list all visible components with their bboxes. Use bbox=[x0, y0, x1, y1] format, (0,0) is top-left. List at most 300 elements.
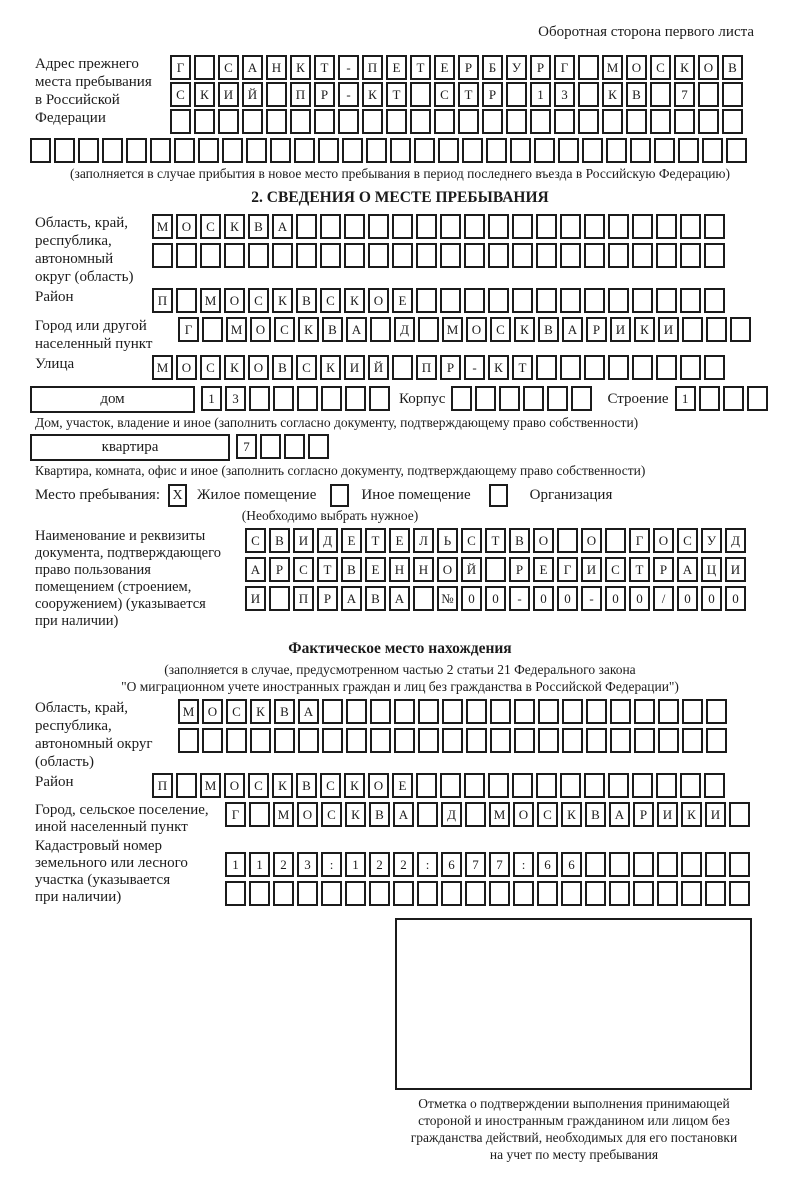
char-cell[interactable] bbox=[414, 138, 435, 163]
char-cell[interactable]: К bbox=[344, 288, 365, 313]
char-cell[interactable] bbox=[682, 317, 703, 342]
char-cell[interactable]: О bbox=[368, 773, 389, 798]
char-cell[interactable] bbox=[512, 773, 533, 798]
char-cell[interactable] bbox=[368, 214, 389, 239]
char-cell[interactable] bbox=[442, 699, 463, 724]
char-cell[interactable] bbox=[392, 214, 413, 239]
char-cell[interactable]: Т bbox=[365, 528, 386, 553]
char-cell[interactable]: 1 bbox=[345, 852, 366, 877]
char-cell[interactable]: С bbox=[650, 55, 671, 80]
char-cell[interactable]: Г bbox=[629, 528, 650, 553]
char-cell[interactable]: 6 bbox=[441, 852, 462, 877]
char-cell[interactable] bbox=[633, 852, 654, 877]
char-cell[interactable] bbox=[418, 728, 439, 753]
char-cell[interactable] bbox=[392, 243, 413, 268]
char-cell[interactable] bbox=[390, 138, 411, 163]
char-cell[interactable] bbox=[585, 881, 606, 906]
char-cell[interactable] bbox=[202, 317, 223, 342]
char-cell[interactable] bbox=[126, 138, 147, 163]
char-cell[interactable]: В bbox=[365, 586, 386, 611]
char-cell[interactable]: Р bbox=[530, 55, 551, 80]
char-cell[interactable]: А bbox=[272, 214, 293, 239]
char-cell[interactable] bbox=[488, 243, 509, 268]
char-cell[interactable] bbox=[297, 881, 318, 906]
char-cell[interactable]: 3 bbox=[297, 852, 318, 877]
char-cell[interactable] bbox=[513, 881, 534, 906]
char-cell[interactable]: К bbox=[250, 699, 271, 724]
char-cell[interactable]: Б bbox=[482, 55, 503, 80]
char-cell[interactable] bbox=[562, 699, 583, 724]
char-cell[interactable]: О bbox=[466, 317, 487, 342]
char-cell[interactable] bbox=[584, 355, 605, 380]
char-cell[interactable]: Л bbox=[413, 528, 434, 553]
char-cell[interactable] bbox=[704, 214, 725, 239]
char-cell[interactable]: С bbox=[170, 82, 191, 107]
place-type-checkbox-zhiloe[interactable]: X bbox=[168, 484, 187, 507]
char-cell[interactable] bbox=[416, 243, 437, 268]
char-cell[interactable] bbox=[706, 699, 727, 724]
char-cell[interactable]: Е bbox=[533, 557, 554, 582]
char-cell[interactable] bbox=[608, 243, 629, 268]
char-cell[interactable] bbox=[465, 881, 486, 906]
char-cell[interactable] bbox=[308, 434, 329, 459]
char-cell[interactable]: 3 bbox=[225, 386, 246, 411]
char-cell[interactable]: И bbox=[725, 557, 746, 582]
char-cell[interactable]: О bbox=[698, 55, 719, 80]
char-cell[interactable]: 1 bbox=[675, 386, 696, 411]
char-cell[interactable]: И bbox=[657, 802, 678, 827]
char-cell[interactable]: Т bbox=[317, 557, 338, 582]
char-cell[interactable] bbox=[440, 288, 461, 313]
char-cell[interactable] bbox=[630, 138, 651, 163]
char-cell[interactable] bbox=[538, 699, 559, 724]
char-cell[interactable]: Е bbox=[434, 55, 455, 80]
char-cell[interactable] bbox=[462, 138, 483, 163]
char-cell[interactable]: О bbox=[626, 55, 647, 80]
char-cell[interactable]: Д bbox=[725, 528, 746, 553]
char-cell[interactable] bbox=[654, 138, 675, 163]
char-cell[interactable] bbox=[632, 355, 653, 380]
char-cell[interactable] bbox=[392, 355, 413, 380]
char-cell[interactable] bbox=[222, 138, 243, 163]
char-cell[interactable]: В bbox=[369, 802, 390, 827]
char-cell[interactable]: И bbox=[344, 355, 365, 380]
char-cell[interactable] bbox=[102, 138, 123, 163]
char-cell[interactable]: К bbox=[194, 82, 215, 107]
char-cell[interactable]: Т bbox=[485, 528, 506, 553]
char-cell[interactable] bbox=[634, 699, 655, 724]
char-cell[interactable]: Т bbox=[512, 355, 533, 380]
char-cell[interactable] bbox=[416, 288, 437, 313]
char-cell[interactable]: О bbox=[250, 317, 271, 342]
char-cell[interactable]: Н bbox=[413, 557, 434, 582]
char-cell[interactable] bbox=[584, 214, 605, 239]
char-cell[interactable] bbox=[680, 214, 701, 239]
char-cell[interactable] bbox=[198, 138, 219, 163]
char-cell[interactable]: Д bbox=[394, 317, 415, 342]
char-cell[interactable]: Й bbox=[242, 82, 263, 107]
char-cell[interactable]: А bbox=[298, 699, 319, 724]
char-cell[interactable] bbox=[560, 214, 581, 239]
char-cell[interactable] bbox=[248, 243, 269, 268]
char-cell[interactable] bbox=[610, 699, 631, 724]
char-cell[interactable] bbox=[249, 802, 270, 827]
char-cell[interactable]: И bbox=[293, 528, 314, 553]
char-cell[interactable]: О bbox=[297, 802, 318, 827]
char-cell[interactable] bbox=[510, 138, 531, 163]
char-cell[interactable]: Д bbox=[317, 528, 338, 553]
char-cell[interactable]: М bbox=[442, 317, 463, 342]
char-cell[interactable] bbox=[536, 288, 557, 313]
char-cell[interactable] bbox=[338, 109, 359, 134]
char-cell[interactable] bbox=[560, 243, 581, 268]
char-cell[interactable] bbox=[704, 243, 725, 268]
char-cell[interactable]: О bbox=[224, 773, 245, 798]
char-cell[interactable] bbox=[681, 852, 702, 877]
char-cell[interactable]: А bbox=[245, 557, 266, 582]
char-cell[interactable] bbox=[610, 728, 631, 753]
char-cell[interactable]: Е bbox=[386, 55, 407, 80]
char-cell[interactable]: 7 bbox=[465, 852, 486, 877]
char-cell[interactable] bbox=[704, 288, 725, 313]
char-cell[interactable] bbox=[680, 355, 701, 380]
char-cell[interactable]: В bbox=[296, 773, 317, 798]
char-cell[interactable] bbox=[561, 881, 582, 906]
char-cell[interactable]: К bbox=[298, 317, 319, 342]
char-cell[interactable]: А bbox=[393, 802, 414, 827]
char-cell[interactable] bbox=[512, 214, 533, 239]
char-cell[interactable] bbox=[464, 773, 485, 798]
char-cell[interactable]: 1 bbox=[225, 852, 246, 877]
char-cell[interactable] bbox=[488, 214, 509, 239]
char-cell[interactable]: 1 bbox=[201, 386, 222, 411]
char-cell[interactable] bbox=[465, 802, 486, 827]
char-cell[interactable] bbox=[475, 386, 496, 411]
char-cell[interactable] bbox=[466, 728, 487, 753]
char-cell[interactable]: В bbox=[509, 528, 530, 553]
char-cell[interactable]: О bbox=[653, 528, 674, 553]
char-cell[interactable]: М bbox=[489, 802, 510, 827]
char-cell[interactable]: : bbox=[417, 852, 438, 877]
char-cell[interactable]: 0 bbox=[605, 586, 626, 611]
char-cell[interactable]: П bbox=[416, 355, 437, 380]
char-cell[interactable]: Р bbox=[586, 317, 607, 342]
char-cell[interactable] bbox=[320, 214, 341, 239]
char-cell[interactable]: К bbox=[561, 802, 582, 827]
char-cell[interactable] bbox=[489, 881, 510, 906]
char-cell[interactable]: Н bbox=[266, 55, 287, 80]
char-cell[interactable]: К bbox=[362, 82, 383, 107]
char-cell[interactable] bbox=[458, 109, 479, 134]
char-cell[interactable]: Т bbox=[458, 82, 479, 107]
char-cell[interactable] bbox=[650, 109, 671, 134]
char-cell[interactable] bbox=[152, 243, 173, 268]
char-cell[interactable] bbox=[369, 386, 390, 411]
char-cell[interactable]: Р bbox=[482, 82, 503, 107]
char-cell[interactable] bbox=[226, 728, 247, 753]
char-cell[interactable] bbox=[606, 138, 627, 163]
char-cell[interactable] bbox=[657, 881, 678, 906]
char-cell[interactable] bbox=[416, 773, 437, 798]
char-cell[interactable] bbox=[747, 386, 768, 411]
char-cell[interactable]: М bbox=[200, 288, 221, 313]
char-cell[interactable]: К bbox=[224, 355, 245, 380]
char-cell[interactable] bbox=[78, 138, 99, 163]
char-cell[interactable] bbox=[266, 82, 287, 107]
char-cell[interactable] bbox=[608, 288, 629, 313]
char-cell[interactable]: Е bbox=[365, 557, 386, 582]
char-cell[interactable] bbox=[225, 881, 246, 906]
char-cell[interactable]: С bbox=[320, 288, 341, 313]
char-cell[interactable] bbox=[658, 699, 679, 724]
char-cell[interactable]: Р bbox=[509, 557, 530, 582]
char-cell[interactable]: 7 bbox=[236, 434, 257, 459]
char-cell[interactable] bbox=[273, 881, 294, 906]
char-cell[interactable]: М bbox=[152, 214, 173, 239]
char-cell[interactable]: В bbox=[296, 288, 317, 313]
char-cell[interactable]: Н bbox=[389, 557, 410, 582]
char-cell[interactable]: - bbox=[464, 355, 485, 380]
char-cell[interactable] bbox=[538, 728, 559, 753]
char-cell[interactable] bbox=[345, 881, 366, 906]
char-cell[interactable]: А bbox=[346, 317, 367, 342]
char-cell[interactable] bbox=[680, 288, 701, 313]
char-cell[interactable] bbox=[609, 852, 630, 877]
char-cell[interactable]: К bbox=[272, 773, 293, 798]
char-cell[interactable]: Й bbox=[368, 355, 389, 380]
char-cell[interactable] bbox=[344, 243, 365, 268]
char-cell[interactable]: С bbox=[605, 557, 626, 582]
char-cell[interactable]: К bbox=[681, 802, 702, 827]
char-cell[interactable]: Г bbox=[557, 557, 578, 582]
char-cell[interactable]: В bbox=[538, 317, 559, 342]
char-cell[interactable] bbox=[729, 802, 750, 827]
char-cell[interactable] bbox=[534, 138, 555, 163]
char-cell[interactable] bbox=[246, 138, 267, 163]
char-cell[interactable] bbox=[413, 586, 434, 611]
char-cell[interactable] bbox=[150, 138, 171, 163]
char-cell[interactable] bbox=[441, 881, 462, 906]
char-cell[interactable] bbox=[560, 355, 581, 380]
char-cell[interactable]: 0 bbox=[629, 586, 650, 611]
char-cell[interactable]: В bbox=[272, 355, 293, 380]
char-cell[interactable] bbox=[434, 109, 455, 134]
char-cell[interactable]: С bbox=[320, 773, 341, 798]
char-cell[interactable] bbox=[656, 773, 677, 798]
char-cell[interactable]: Р bbox=[317, 586, 338, 611]
char-cell[interactable] bbox=[523, 386, 544, 411]
char-cell[interactable] bbox=[536, 355, 557, 380]
char-cell[interactable]: С bbox=[296, 355, 317, 380]
char-cell[interactable]: 0 bbox=[701, 586, 722, 611]
char-cell[interactable]: - bbox=[581, 586, 602, 611]
char-cell[interactable]: К bbox=[634, 317, 655, 342]
char-cell[interactable]: 0 bbox=[461, 586, 482, 611]
char-cell[interactable] bbox=[656, 243, 677, 268]
char-cell[interactable]: 7 bbox=[489, 852, 510, 877]
char-cell[interactable] bbox=[557, 528, 578, 553]
char-cell[interactable] bbox=[394, 728, 415, 753]
char-cell[interactable]: Й bbox=[461, 557, 482, 582]
char-cell[interactable]: : bbox=[321, 852, 342, 877]
char-cell[interactable]: 1 bbox=[530, 82, 551, 107]
char-cell[interactable]: В bbox=[341, 557, 362, 582]
char-cell[interactable] bbox=[514, 699, 535, 724]
char-cell[interactable] bbox=[176, 773, 197, 798]
char-cell[interactable]: М bbox=[602, 55, 623, 80]
char-cell[interactable] bbox=[584, 773, 605, 798]
char-cell[interactable]: К bbox=[602, 82, 623, 107]
char-cell[interactable]: 6 bbox=[537, 852, 558, 877]
char-cell[interactable]: П bbox=[290, 82, 311, 107]
char-cell[interactable]: П bbox=[152, 773, 173, 798]
char-cell[interactable] bbox=[345, 386, 366, 411]
char-cell[interactable] bbox=[294, 138, 315, 163]
char-cell[interactable]: О bbox=[176, 214, 197, 239]
char-cell[interactable]: Е bbox=[392, 773, 413, 798]
char-cell[interactable]: В bbox=[274, 699, 295, 724]
char-cell[interactable] bbox=[723, 386, 744, 411]
char-cell[interactable] bbox=[578, 82, 599, 107]
char-cell[interactable] bbox=[369, 881, 390, 906]
char-cell[interactable] bbox=[658, 728, 679, 753]
char-cell[interactable]: О bbox=[368, 288, 389, 313]
char-cell[interactable] bbox=[298, 728, 319, 753]
char-cell[interactable] bbox=[194, 55, 215, 80]
char-cell[interactable] bbox=[418, 699, 439, 724]
char-cell[interactable] bbox=[657, 852, 678, 877]
char-cell[interactable]: 6 bbox=[561, 852, 582, 877]
char-cell[interactable] bbox=[586, 699, 607, 724]
char-cell[interactable] bbox=[322, 699, 343, 724]
char-cell[interactable] bbox=[370, 699, 391, 724]
char-cell[interactable]: С bbox=[200, 214, 221, 239]
char-cell[interactable]: К bbox=[320, 355, 341, 380]
char-cell[interactable]: И bbox=[705, 802, 726, 827]
char-cell[interactable] bbox=[704, 355, 725, 380]
place-type-checkbox-org[interactable] bbox=[489, 484, 508, 507]
char-cell[interactable]: - bbox=[338, 82, 359, 107]
char-cell[interactable]: О bbox=[202, 699, 223, 724]
char-cell[interactable]: 0 bbox=[485, 586, 506, 611]
char-cell[interactable] bbox=[178, 728, 199, 753]
char-cell[interactable]: Р bbox=[633, 802, 654, 827]
char-cell[interactable] bbox=[488, 288, 509, 313]
char-cell[interactable]: 0 bbox=[677, 586, 698, 611]
char-cell[interactable]: В bbox=[722, 55, 743, 80]
char-cell[interactable] bbox=[417, 881, 438, 906]
char-cell[interactable] bbox=[722, 82, 743, 107]
char-cell[interactable]: О bbox=[533, 528, 554, 553]
char-cell[interactable] bbox=[605, 528, 626, 553]
char-cell[interactable]: Е bbox=[392, 288, 413, 313]
char-cell[interactable] bbox=[506, 109, 527, 134]
char-cell[interactable] bbox=[362, 109, 383, 134]
char-cell[interactable] bbox=[394, 699, 415, 724]
char-cell[interactable] bbox=[571, 386, 592, 411]
char-cell[interactable] bbox=[536, 773, 557, 798]
char-cell[interactable] bbox=[486, 138, 507, 163]
char-cell[interactable]: Г bbox=[554, 55, 575, 80]
char-cell[interactable]: А bbox=[242, 55, 263, 80]
char-cell[interactable] bbox=[342, 138, 363, 163]
char-cell[interactable] bbox=[602, 109, 623, 134]
char-cell[interactable] bbox=[370, 728, 391, 753]
char-cell[interactable] bbox=[218, 109, 239, 134]
char-cell[interactable] bbox=[194, 109, 215, 134]
char-cell[interactable] bbox=[547, 386, 568, 411]
char-cell[interactable] bbox=[632, 288, 653, 313]
char-cell[interactable]: В bbox=[322, 317, 343, 342]
char-cell[interactable]: / bbox=[653, 586, 674, 611]
char-cell[interactable] bbox=[260, 434, 281, 459]
char-cell[interactable]: К bbox=[224, 214, 245, 239]
char-cell[interactable]: С bbox=[245, 528, 266, 553]
char-cell[interactable] bbox=[632, 214, 653, 239]
char-cell[interactable] bbox=[490, 699, 511, 724]
char-cell[interactable] bbox=[296, 243, 317, 268]
char-cell[interactable] bbox=[682, 699, 703, 724]
char-cell[interactable] bbox=[442, 728, 463, 753]
char-cell[interactable]: Т bbox=[386, 82, 407, 107]
char-cell[interactable] bbox=[266, 109, 287, 134]
char-cell[interactable]: С bbox=[293, 557, 314, 582]
char-cell[interactable]: Р bbox=[440, 355, 461, 380]
char-cell[interactable] bbox=[698, 82, 719, 107]
char-cell[interactable] bbox=[681, 881, 702, 906]
char-cell[interactable] bbox=[318, 138, 339, 163]
char-cell[interactable]: Г bbox=[225, 802, 246, 827]
char-cell[interactable] bbox=[416, 214, 437, 239]
char-cell[interactable]: С bbox=[248, 288, 269, 313]
char-cell[interactable] bbox=[632, 243, 653, 268]
char-cell[interactable] bbox=[584, 288, 605, 313]
char-cell[interactable]: Р bbox=[314, 82, 335, 107]
char-cell[interactable]: Е bbox=[341, 528, 362, 553]
char-cell[interactable]: 2 bbox=[393, 852, 414, 877]
char-cell[interactable]: С bbox=[490, 317, 511, 342]
char-cell[interactable] bbox=[705, 881, 726, 906]
char-cell[interactable]: Ц bbox=[701, 557, 722, 582]
char-cell[interactable]: : bbox=[513, 852, 534, 877]
char-cell[interactable] bbox=[536, 243, 557, 268]
char-cell[interactable]: О bbox=[513, 802, 534, 827]
char-cell[interactable] bbox=[554, 109, 575, 134]
char-cell[interactable] bbox=[562, 728, 583, 753]
char-cell[interactable] bbox=[202, 728, 223, 753]
char-cell[interactable] bbox=[440, 214, 461, 239]
char-cell[interactable] bbox=[249, 386, 270, 411]
char-cell[interactable]: И bbox=[218, 82, 239, 107]
char-cell[interactable] bbox=[284, 434, 305, 459]
char-cell[interactable] bbox=[656, 214, 677, 239]
char-cell[interactable]: Р bbox=[653, 557, 674, 582]
char-cell[interactable]: О bbox=[248, 355, 269, 380]
char-cell[interactable]: Т bbox=[629, 557, 650, 582]
place-type-checkbox-inoe[interactable] bbox=[330, 484, 349, 507]
char-cell[interactable] bbox=[626, 109, 647, 134]
char-cell[interactable] bbox=[464, 243, 485, 268]
char-cell[interactable]: С bbox=[226, 699, 247, 724]
char-cell[interactable]: К bbox=[344, 773, 365, 798]
char-cell[interactable] bbox=[705, 852, 726, 877]
char-cell[interactable] bbox=[730, 317, 751, 342]
char-cell[interactable] bbox=[270, 138, 291, 163]
char-cell[interactable] bbox=[729, 881, 750, 906]
char-cell[interactable]: О bbox=[224, 288, 245, 313]
char-cell[interactable] bbox=[706, 317, 727, 342]
char-cell[interactable]: И bbox=[581, 557, 602, 582]
